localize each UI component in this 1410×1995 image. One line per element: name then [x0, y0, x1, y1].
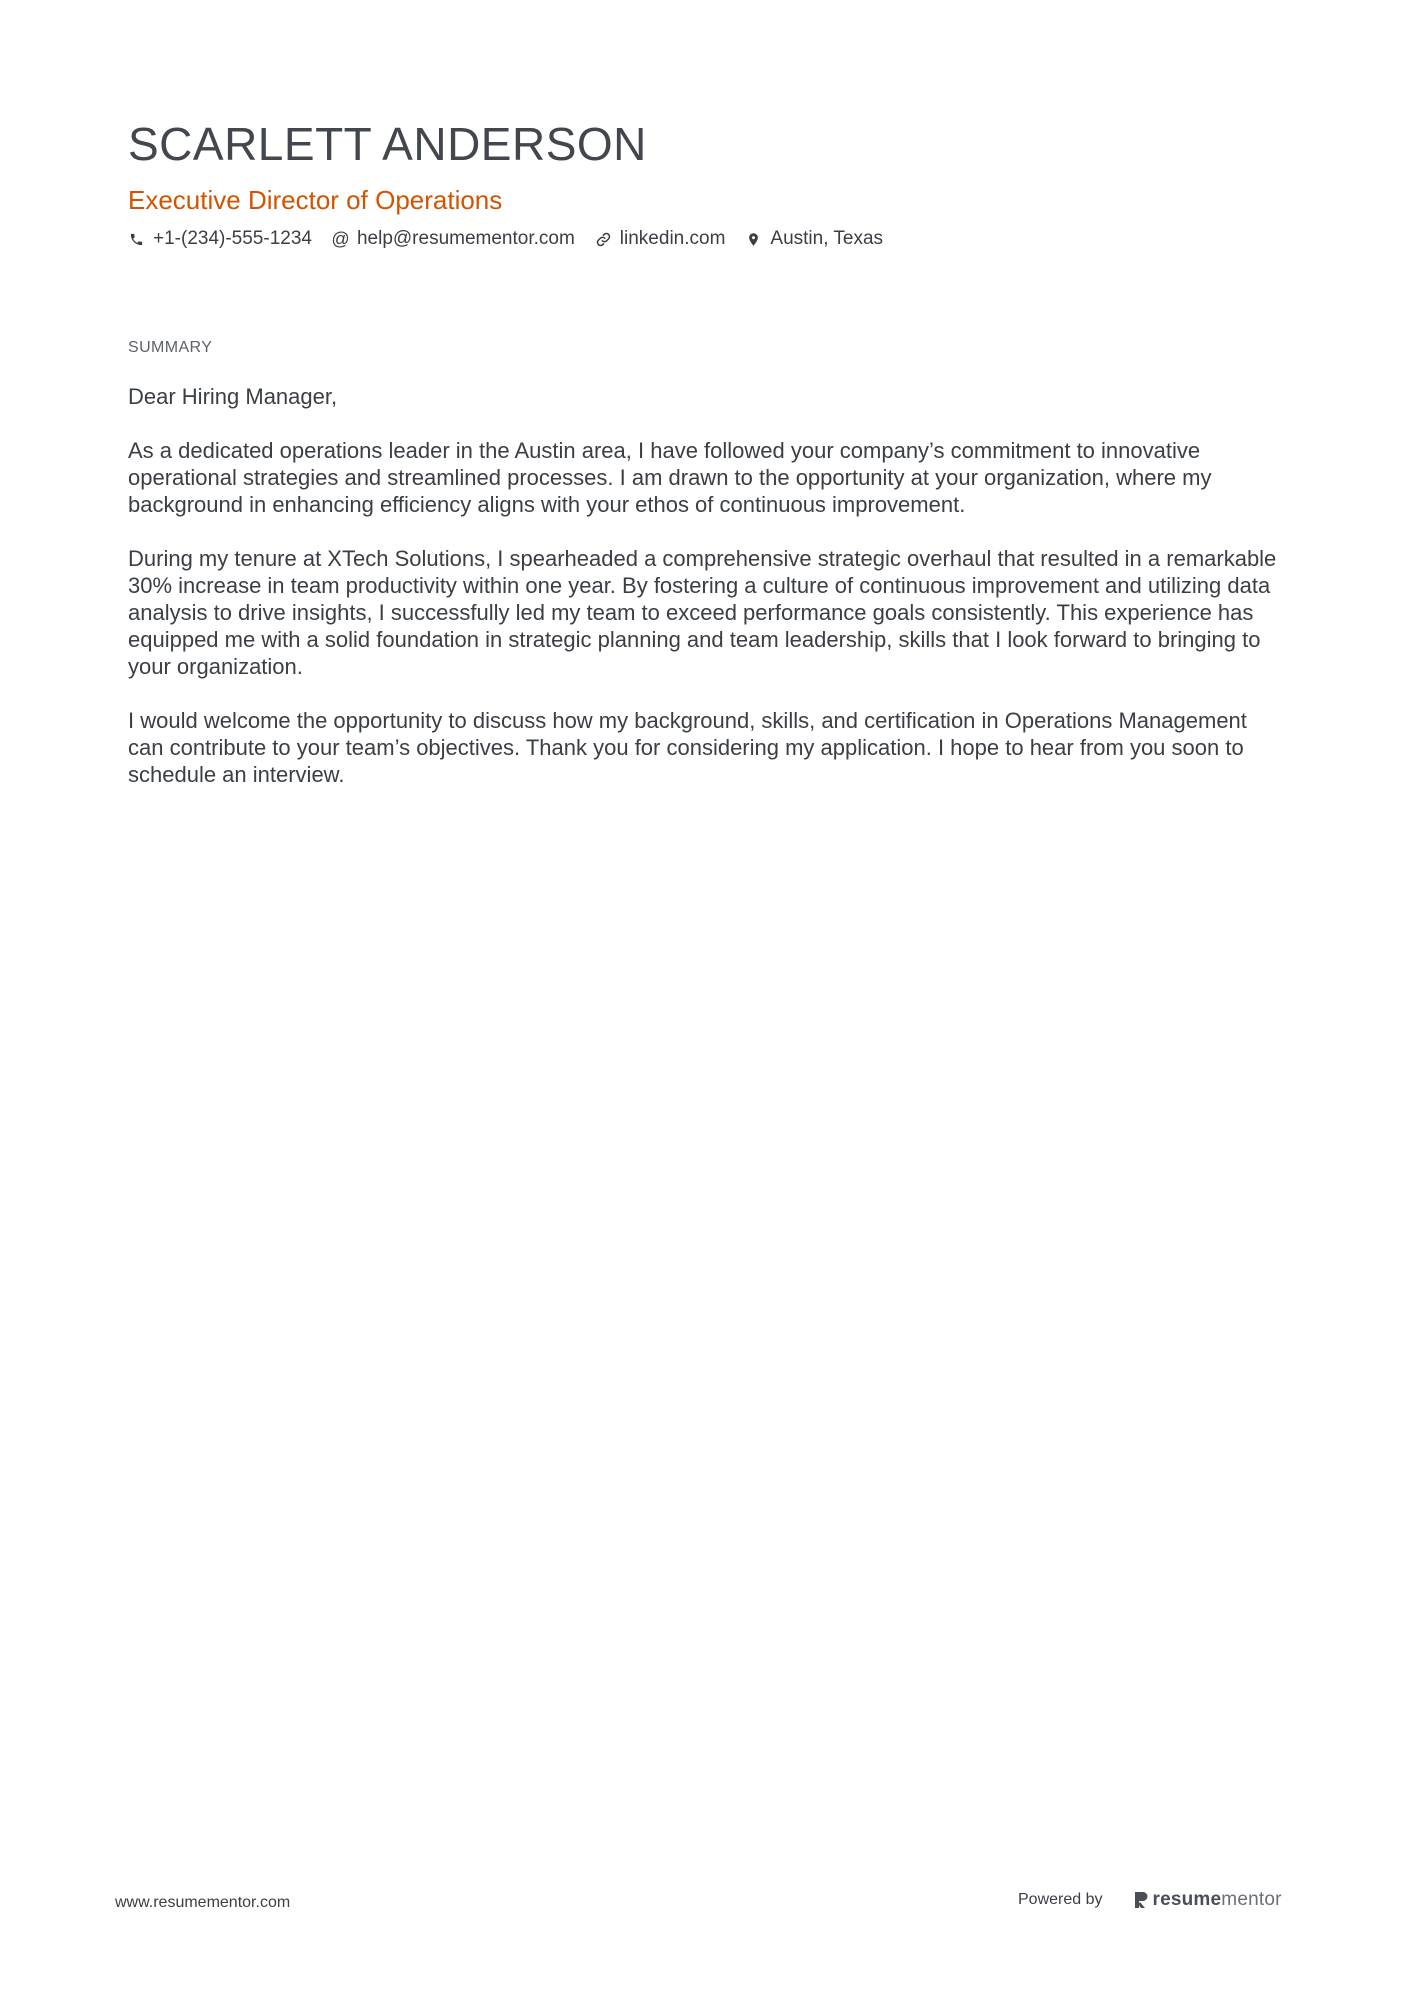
candidate-name: SCARLETT ANDERSON	[128, 118, 647, 170]
letter-greeting: Dear Hiring Manager,	[128, 384, 338, 409]
at-icon: @	[331, 229, 350, 249]
email-text[interactable]: help@resumementor.com	[356, 228, 575, 249]
footer-website[interactable]: www.resumementor.com	[115, 1894, 291, 1911]
contact-linkedin	[595, 226, 726, 252]
header	[128, 116, 1288, 252]
contact-phone	[128, 226, 312, 252]
section-heading-summary: SUMMARY	[128, 339, 213, 356]
contact-location	[745, 226, 883, 252]
linkedin-text[interactable]: linkedin.com	[619, 228, 726, 249]
letter-paragraph: During my tenure at XTech Solutions, I spearheaded a comprehensive strategic overhaul that resulted in a remarkable 30% increase in team productivity within one year. By fostering a culture of continuous improvement and utilizing data analysis to drive insights, I successfully led my team to exceed performance goals consistently. This experience has equipped me with a solid foundation in strategic planning and team leadership, skills that I look forward to bringing to your organization.	[128, 546, 1277, 679]
brand-text-light: mentor	[1221, 1889, 1282, 1910]
brand-logo[interactable]	[1133, 1889, 1282, 1911]
resumementor-logo-icon	[1133, 1890, 1149, 1910]
phone-text: +1-(234)-555-1234	[153, 228, 312, 249]
link-icon	[595, 231, 612, 248]
contact-email	[332, 226, 575, 252]
footer-powered-by	[1018, 1889, 1282, 1911]
letter-paragraph: As a dedicated operations leader in the Austin area, I have followed your company’s commitment to innovative operational strategies and streamlined processes. I am drawn to the opportunity at your organization, where my background in enhancing efficiency aligns with your ethos of continuous improvement.	[128, 438, 1212, 517]
map-pin-icon	[745, 231, 762, 248]
letter-paragraph: I would welcome the opportunity to discuss how my background, skills, and certification in Operations Management can contribute to your team’s objectives. Thank you for considering my application. I hope to hear from you soon to schedule an interview.	[128, 708, 1247, 787]
letter-body	[128, 383, 1288, 815]
powered-by-label: Powered by	[1018, 1891, 1103, 1908]
location-text: Austin, Texas	[770, 228, 884, 249]
contact-row	[128, 226, 1288, 252]
phone-icon	[128, 231, 145, 248]
brand-text-bold: resume	[1152, 1889, 1222, 1910]
job-title: Executive Director of Operations	[128, 185, 503, 215]
